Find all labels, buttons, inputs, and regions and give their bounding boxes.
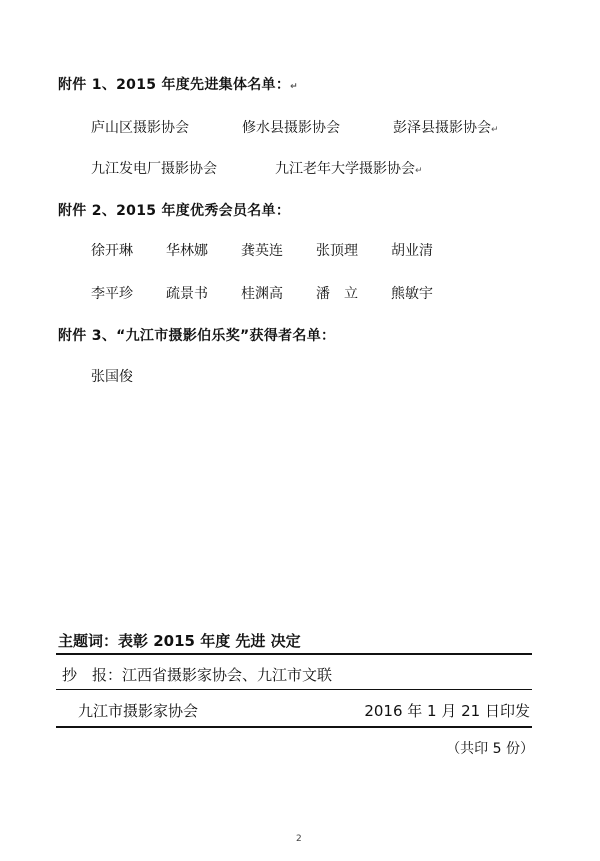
list-item-text: 九江老年大学摄影协会 [275, 161, 415, 177]
issuer-name: 九江市摄影家协会 [78, 702, 199, 720]
list-item: 庐山区摄影协会 [91, 120, 189, 136]
member-name: 熊敏宇 [391, 286, 433, 302]
page-number: 2 [296, 834, 302, 844]
attachment-2-title: 附件 2、2015 年度优秀会员名单： [58, 203, 291, 219]
cc-line: 抄 报：江西省摄影家协会、九江市文联 [62, 666, 333, 684]
attachment-1-title-text: 附件 1、2015 年度先进集体名单： [58, 77, 291, 93]
attachment-1-title [58, 74, 298, 94]
member-name: 疏景书 [166, 286, 208, 302]
member-name: 桂渊高 [241, 286, 283, 302]
member-name: 张顶理 [316, 243, 358, 259]
copies-count: （共印 5 份） [446, 741, 534, 757]
member-name: 李平珍 [91, 286, 133, 302]
member-name: 龚英连 [241, 243, 283, 259]
divider-thin [56, 689, 532, 690]
award-winner: 张国俊 [91, 369, 133, 385]
member-name: 潘 立 [316, 286, 358, 302]
list-item-text: 彭泽县摄影协会 [393, 120, 491, 136]
list-item [393, 117, 499, 137]
subject-keywords: 主题词：表彰 2015 年度 先进 决定 [58, 632, 301, 650]
paragraph-mark: ↵ [415, 166, 423, 176]
paragraph-mark: ↵ [290, 82, 298, 92]
member-name: 华林娜 [166, 243, 208, 259]
list-item [275, 158, 423, 178]
issue-date: 2016 年 1 月 21 日印发 [364, 702, 530, 720]
divider-thick [56, 726, 532, 728]
divider-thick [56, 653, 532, 655]
attachment-3-title: 附件 3、“九江市摄影伯乐奖”获得者名单： [58, 328, 336, 344]
member-name: 徐开琳 [91, 243, 133, 259]
paragraph-mark: ↵ [491, 125, 499, 135]
list-item: 修水县摄影协会 [242, 120, 340, 136]
member-name: 胡业清 [391, 243, 433, 259]
list-item: 九江发电厂摄影协会 [91, 161, 217, 177]
